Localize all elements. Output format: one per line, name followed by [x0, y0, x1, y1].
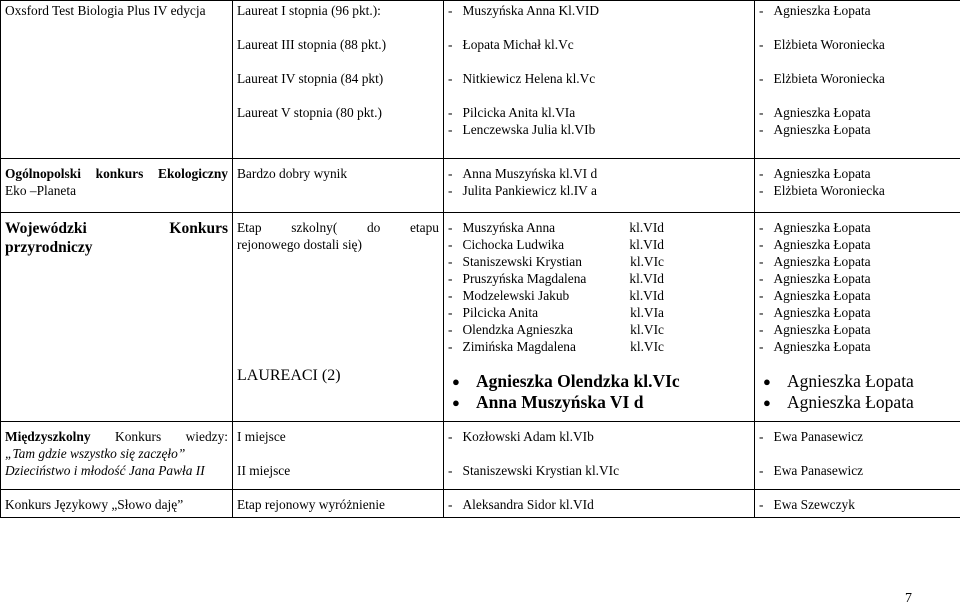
- student-entry: [448, 236, 664, 253]
- competition-cell: [1, 422, 233, 490]
- competition-name-line2: przyrodniczy: [5, 238, 228, 257]
- result-text: Etap szkolny( do etapu: [237, 219, 439, 236]
- teacher-name: - Agnieszka Łopata: [759, 321, 956, 338]
- teacher-name: - Agnieszka Łopata: [759, 2, 956, 19]
- result-text: Laureat III stopnia (88 pkt.): [237, 36, 439, 53]
- teachers-cell: [755, 213, 960, 422]
- student-name: - Olendzka Agnieszka: [448, 321, 573, 338]
- competition-cell: [1, 1, 233, 159]
- students-list: [448, 219, 750, 355]
- result-cell: [233, 1, 444, 159]
- competition-cell: [1, 213, 233, 422]
- student-entry: [448, 219, 664, 236]
- teacher-name: - Agnieszka Łopata: [759, 304, 956, 321]
- student-name: - Zimińska Magdalena: [448, 338, 576, 355]
- result-cell: [233, 213, 444, 422]
- result-cell: [233, 159, 444, 213]
- competition-cell: [1, 159, 233, 213]
- teacher-name: - Elżbieta Woroniecka: [759, 36, 956, 53]
- student-class: kl.VId: [629, 236, 664, 253]
- teacher-name: - Agnieszka Łopata: [759, 236, 956, 253]
- teacher-name: - Ewa Panasewicz: [759, 462, 956, 479]
- page-number: 7: [905, 590, 912, 607]
- students-cell: [444, 490, 755, 518]
- student-class: kl.VIc: [630, 253, 664, 270]
- student-name: - Kozłowski Adam kl.VIb: [448, 428, 750, 445]
- competition-name: Wojewódzki Konkurs: [5, 219, 228, 238]
- table-row: [1, 422, 960, 490]
- result-text: rejonowego dostali się): [237, 236, 439, 253]
- student-entry: [448, 304, 664, 321]
- student-name: - Nitkiewicz Helena kl.Vc: [448, 70, 750, 87]
- teacher-name: - Ewa Panasewicz: [759, 428, 956, 445]
- laureate-teachers-list: [759, 371, 956, 413]
- student-class: kl.VId: [629, 219, 664, 236]
- student-name: - Anna Muszyńska kl.VI d: [448, 165, 750, 182]
- competition-cell: [1, 490, 233, 518]
- teachers-cell: [755, 1, 960, 159]
- student-name: - Pruszyńska Magdalena: [448, 270, 586, 287]
- teacher-name: - Agnieszka Łopata: [759, 104, 956, 121]
- students-cell: [444, 159, 755, 213]
- laureate-teacher-name: ● Agnieszka Łopata: [759, 371, 956, 392]
- student-entry: [448, 321, 664, 338]
- table-row: [1, 490, 960, 518]
- result-cell: [233, 490, 444, 518]
- table-row: [1, 159, 960, 213]
- student-name: - Pilcicka Anita: [448, 304, 538, 321]
- table-row: [1, 1, 960, 159]
- student-class: kl.VIa: [630, 304, 664, 321]
- students-cell: [444, 422, 755, 490]
- teacher-name: - Elżbieta Woroniecka: [759, 70, 956, 87]
- table-row: [1, 213, 960, 422]
- laureate-name: ● Agnieszka Olendzka kl.VIc: [448, 371, 750, 392]
- result-text: Laureat V stopnia (80 pkt.): [237, 104, 439, 121]
- result-text: I miejsce: [237, 428, 439, 445]
- competition-name: Międzyszkolny Konkurs wiedzy:: [5, 428, 228, 445]
- student-name: - Muszyńska Anna Kl.VID: [448, 2, 750, 19]
- result-text: II miejsce: [237, 462, 439, 479]
- laureates-list: [448, 371, 750, 413]
- students-cell: [444, 213, 755, 422]
- student-entry: [448, 287, 664, 304]
- student-entry: [448, 338, 664, 355]
- student-entry: [448, 270, 664, 287]
- student-class: kl.VId: [629, 270, 664, 287]
- result-text: Laureat IV stopnia (84 pkt): [237, 70, 439, 87]
- teacher-name: - Agnieszka Łopata: [759, 121, 956, 138]
- competition-name: Konkurs Językowy „Słowo daję”: [5, 496, 228, 513]
- result-text: Laureat I stopnia (96 pkt.):: [237, 2, 439, 19]
- student-name: - Muszyńska Anna: [448, 219, 555, 236]
- laureate-name: ● Anna Muszyńska VI d: [448, 392, 750, 413]
- competition-subtitle: Dzieciństwo i młodość Jana Pawła II: [5, 462, 228, 479]
- teacher-name: - Agnieszka Łopata: [759, 219, 956, 236]
- result-cell: [233, 422, 444, 490]
- student-class: kl.VIc: [630, 338, 664, 355]
- student-name: - Modzelewski Jakub: [448, 287, 569, 304]
- student-entry: [448, 253, 664, 270]
- teacher-name: - Agnieszka Łopata: [759, 270, 956, 287]
- competition-name: Ogólnopolski konkurs Ekologiczny: [5, 165, 228, 182]
- result-text: Etap rejonowy wyróżnienie: [237, 496, 439, 513]
- student-name: - Lenczewska Julia kl.VIb: [448, 121, 750, 138]
- teacher-name: - Ewa Szewczyk: [759, 496, 956, 513]
- student-name: - Cichocka Ludwika: [448, 236, 564, 253]
- competition-subtitle: Eko –Planeta: [5, 182, 228, 199]
- student-name: - Pilcicka Anita kl.VIa: [448, 104, 750, 121]
- student-name: - Aleksandra Sidor kl.VId: [448, 496, 750, 513]
- competition-name: Oxsford Test Biologia Plus IV edycja: [5, 2, 228, 19]
- result-text: Bardzo dobry wynik: [237, 165, 439, 182]
- student-name: - Staniszewski Krystian kl.VIc: [448, 462, 750, 479]
- teachers-cell: [755, 159, 960, 213]
- teachers-cell: [755, 490, 960, 518]
- laureates-label: LAUREACI (2): [237, 365, 439, 386]
- student-class: kl.VId: [629, 287, 664, 304]
- teachers-cell: [755, 422, 960, 490]
- teacher-name: - Agnieszka Łopata: [759, 253, 956, 270]
- students-cell: [444, 1, 755, 159]
- teacher-name: - Elżbieta Woroniecka: [759, 182, 956, 199]
- student-name: - Julita Pankiewicz kl.IV a: [448, 182, 750, 199]
- teacher-name: - Agnieszka Łopata: [759, 165, 956, 182]
- student-name: - Staniszewski Krystian: [448, 253, 582, 270]
- competition-subtitle: „Tam gdzie wszystko się zaczęło”: [5, 445, 228, 462]
- student-class: kl.VIc: [630, 321, 664, 338]
- laureate-teacher-name: ● Agnieszka Łopata: [759, 392, 956, 413]
- teacher-name: - Agnieszka Łopata: [759, 287, 956, 304]
- teacher-name: - Agnieszka Łopata: [759, 338, 956, 355]
- student-name: - Łopata Michał kl.Vc: [448, 36, 750, 53]
